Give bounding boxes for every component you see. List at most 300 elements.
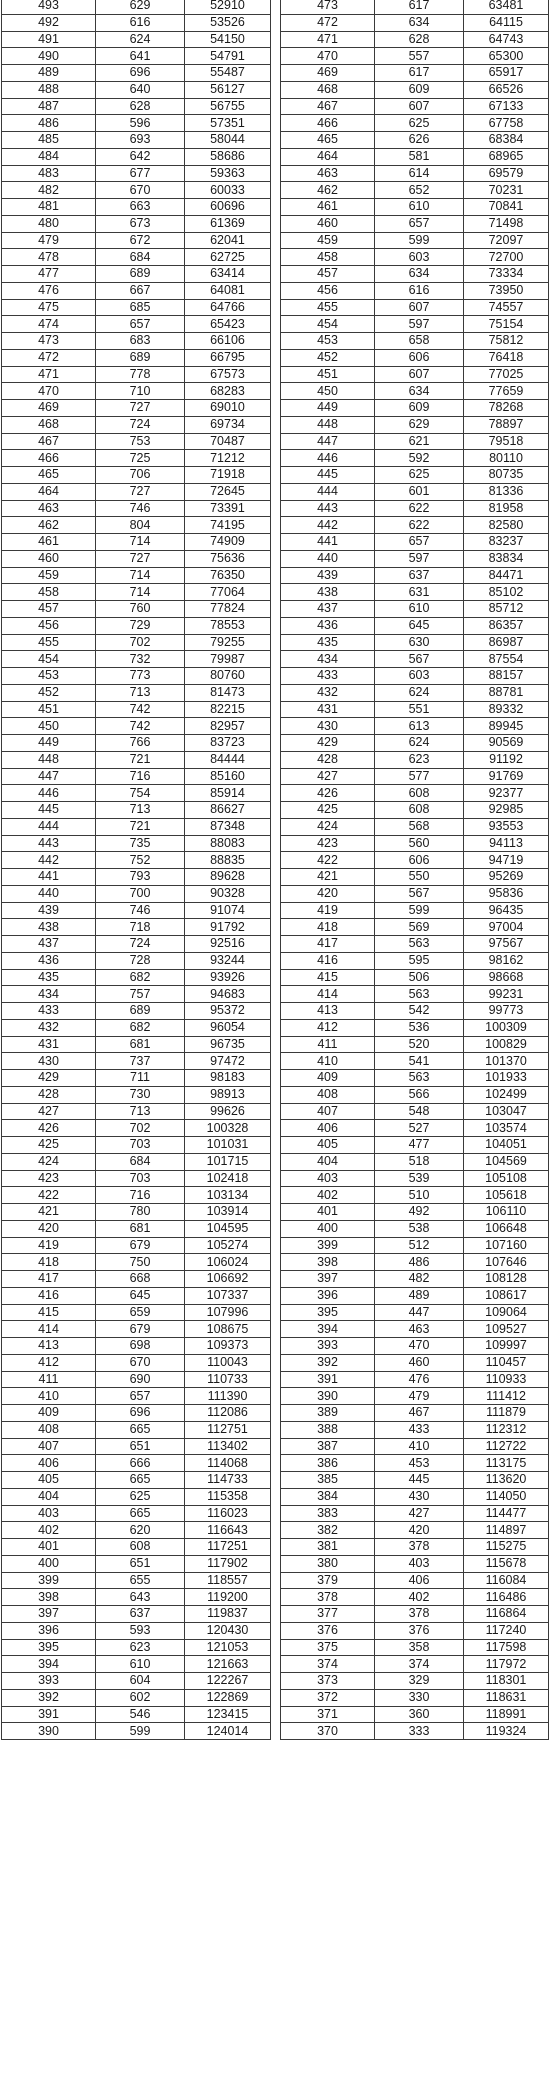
cumulative-cell: 96435 [464, 902, 549, 919]
score-cell: 412 [2, 1354, 96, 1371]
score-cell: 410 [281, 1053, 375, 1070]
table-row [281, 634, 549, 651]
cumulative-cell: 54791 [185, 48, 271, 65]
cumulative-cell: 81958 [464, 500, 549, 517]
score-cell: 471 [2, 366, 96, 383]
cumulative-cell: 95836 [464, 885, 549, 902]
count-cell: 608 [375, 802, 464, 819]
score-cell: 390 [281, 1388, 375, 1405]
cumulative-cell: 81336 [464, 483, 549, 500]
score-cell: 401 [281, 1204, 375, 1221]
score-cell: 433 [281, 668, 375, 685]
cumulative-cell: 104051 [464, 1137, 549, 1154]
cumulative-cell: 112312 [464, 1421, 549, 1438]
score-cell: 449 [281, 400, 375, 417]
count-cell: 527 [375, 1120, 464, 1137]
score-cell: 390 [2, 1723, 96, 1740]
score-cell: 448 [281, 416, 375, 433]
cumulative-cell: 102418 [185, 1170, 271, 1187]
table-row [281, 416, 549, 433]
score-cell: 371 [281, 1706, 375, 1723]
count-cell: 616 [375, 282, 464, 299]
score-cell: 393 [281, 1338, 375, 1355]
table-row [281, 31, 549, 48]
score-cell: 493 [2, 0, 96, 14]
score-cell: 376 [281, 1622, 375, 1639]
table-row [281, 952, 549, 969]
score-cell: 411 [2, 1371, 96, 1388]
table-row [2, 1003, 271, 1020]
count-cell: 657 [375, 215, 464, 232]
table-row [2, 1555, 271, 1572]
score-cell: 444 [281, 483, 375, 500]
table-row [281, 467, 549, 484]
table-row [2, 1019, 271, 1036]
score-cell: 482 [2, 182, 96, 199]
cumulative-cell: 73334 [464, 266, 549, 283]
count-cell: 546 [96, 1706, 185, 1723]
cumulative-cell: 59363 [185, 165, 271, 182]
count-cell: 634 [375, 266, 464, 283]
score-cell: 391 [281, 1371, 375, 1388]
score-cell: 451 [2, 701, 96, 718]
score-cell: 420 [2, 1220, 96, 1237]
count-cell: 592 [375, 450, 464, 467]
count-cell: 609 [375, 81, 464, 98]
table-row [281, 1338, 549, 1355]
score-cell: 388 [281, 1421, 375, 1438]
table-row [2, 1622, 271, 1639]
score-cell: 448 [2, 751, 96, 768]
cumulative-cell: 93244 [185, 952, 271, 969]
score-cell: 440 [281, 550, 375, 567]
score-cell: 418 [281, 919, 375, 936]
table-row [2, 1539, 271, 1556]
score-cell: 406 [281, 1120, 375, 1137]
count-cell: 637 [96, 1606, 185, 1623]
count-cell: 607 [375, 299, 464, 316]
count-cell: 752 [96, 852, 185, 869]
table-row [281, 517, 549, 534]
score-cell: 476 [2, 282, 96, 299]
score-cell: 416 [2, 1287, 96, 1304]
cumulative-cell: 94719 [464, 852, 549, 869]
count-cell: 593 [96, 1622, 185, 1639]
cumulative-cell: 116643 [185, 1522, 271, 1539]
count-cell: 778 [96, 366, 185, 383]
score-cell: 465 [281, 132, 375, 149]
score-cell: 440 [2, 885, 96, 902]
cumulative-cell: 117902 [185, 1555, 271, 1572]
count-cell: 577 [375, 768, 464, 785]
cumulative-cell: 110933 [464, 1371, 549, 1388]
score-cell: 431 [2, 1036, 96, 1053]
cumulative-cell: 98162 [464, 952, 549, 969]
score-cell: 402 [281, 1187, 375, 1204]
table-row [281, 735, 549, 752]
count-cell: 512 [375, 1237, 464, 1254]
score-cell: 456 [2, 617, 96, 634]
table-row [281, 383, 549, 400]
score-cell: 413 [2, 1338, 96, 1355]
score-cell: 394 [2, 1656, 96, 1673]
score-cell: 487 [2, 98, 96, 115]
score-cell: 407 [281, 1103, 375, 1120]
score-cell: 401 [2, 1539, 96, 1556]
cumulative-cell: 105274 [185, 1237, 271, 1254]
count-cell: 610 [375, 199, 464, 216]
score-cell: 383 [281, 1505, 375, 1522]
score-cell: 486 [2, 115, 96, 132]
count-cell: 622 [375, 517, 464, 534]
cumulative-cell: 98913 [185, 1086, 271, 1103]
count-cell: 727 [96, 550, 185, 567]
cumulative-cell: 77659 [464, 383, 549, 400]
cumulative-cell: 92377 [464, 785, 549, 802]
count-cell: 621 [375, 433, 464, 450]
table-row [281, 936, 549, 953]
count-cell: 625 [96, 1488, 185, 1505]
table-row [2, 1589, 271, 1606]
score-cell: 465 [2, 467, 96, 484]
cumulative-cell: 53526 [185, 14, 271, 31]
score-cell: 492 [2, 14, 96, 31]
score-cell: 460 [281, 215, 375, 232]
table-row [2, 969, 271, 986]
count-cell: 629 [96, 0, 185, 14]
count-cell: 657 [96, 1388, 185, 1405]
cumulative-cell: 114733 [185, 1472, 271, 1489]
cumulative-cell: 110733 [185, 1371, 271, 1388]
score-cell: 379 [281, 1572, 375, 1589]
cumulative-cell: 86627 [185, 802, 271, 819]
count-cell: 665 [96, 1505, 185, 1522]
table-row [281, 1488, 549, 1505]
count-cell: 728 [96, 952, 185, 969]
score-cell: 414 [2, 1321, 96, 1338]
cumulative-cell: 105108 [464, 1170, 549, 1187]
cumulative-cell: 67133 [464, 98, 549, 115]
cumulative-cell: 58044 [185, 132, 271, 149]
score-cell: 370 [281, 1723, 375, 1740]
score-cell: 450 [281, 383, 375, 400]
cumulative-cell: 67758 [464, 115, 549, 132]
table-row [281, 1003, 549, 1020]
table-row [2, 349, 271, 366]
score-cell: 463 [281, 165, 375, 182]
table-row [281, 165, 549, 182]
cumulative-cell: 83237 [464, 534, 549, 551]
table-row [281, 1639, 549, 1656]
count-cell: 659 [96, 1304, 185, 1321]
score-table-left-body [2, 0, 271, 1740]
score-cell: 436 [281, 617, 375, 634]
table-row [2, 1488, 271, 1505]
cumulative-cell: 100829 [464, 1036, 549, 1053]
count-cell: 730 [96, 1086, 185, 1103]
count-cell: 608 [96, 1539, 185, 1556]
score-cell: 416 [281, 952, 375, 969]
cumulative-cell: 66526 [464, 81, 549, 98]
cumulative-cell: 98668 [464, 969, 549, 986]
score-cell: 449 [2, 735, 96, 752]
count-cell: 628 [375, 31, 464, 48]
cumulative-cell: 104569 [464, 1153, 549, 1170]
table-row [281, 1689, 549, 1706]
score-cell: 398 [281, 1254, 375, 1271]
count-cell: 406 [375, 1572, 464, 1589]
count-cell: 780 [96, 1204, 185, 1221]
score-cell: 453 [281, 333, 375, 350]
count-cell: 631 [375, 584, 464, 601]
cumulative-cell: 106110 [464, 1204, 549, 1221]
score-cell: 397 [2, 1606, 96, 1623]
cumulative-cell: 114050 [464, 1488, 549, 1505]
table-row [2, 701, 271, 718]
table-row [2, 1522, 271, 1539]
count-cell: 628 [96, 98, 185, 115]
score-cell: 398 [2, 1589, 96, 1606]
cumulative-cell: 88781 [464, 684, 549, 701]
count-cell: 724 [96, 416, 185, 433]
table-row [281, 1220, 549, 1237]
cumulative-cell: 75154 [464, 316, 549, 333]
count-cell: 668 [96, 1271, 185, 1288]
score-cell: 427 [2, 1103, 96, 1120]
cumulative-cell: 103574 [464, 1120, 549, 1137]
count-cell: 622 [375, 500, 464, 517]
cumulative-cell: 55487 [185, 65, 271, 82]
score-cell: 413 [281, 1003, 375, 1020]
score-cell: 421 [281, 869, 375, 886]
score-cell: 405 [281, 1137, 375, 1154]
score-cell: 475 [2, 299, 96, 316]
score-cell: 421 [2, 1204, 96, 1221]
count-cell: 329 [375, 1673, 464, 1690]
table-row [2, 617, 271, 634]
table-row [2, 550, 271, 567]
score-cell: 472 [2, 349, 96, 366]
cumulative-cell: 97472 [185, 1053, 271, 1070]
cumulative-cell: 65300 [464, 48, 549, 65]
cumulative-cell: 114897 [464, 1522, 549, 1539]
score-cell: 478 [2, 249, 96, 266]
count-cell: 463 [375, 1321, 464, 1338]
score-cell: 468 [281, 81, 375, 98]
cumulative-cell: 121663 [185, 1656, 271, 1673]
table-row [281, 299, 549, 316]
score-cell: 393 [2, 1673, 96, 1690]
cumulative-cell: 74195 [185, 517, 271, 534]
score-cell: 481 [2, 199, 96, 216]
count-cell: 714 [96, 584, 185, 601]
table-row [281, 550, 549, 567]
table-row [2, 1137, 271, 1154]
table-row [281, 668, 549, 685]
table-row [281, 366, 549, 383]
score-cell: 469 [281, 65, 375, 82]
score-cell: 408 [281, 1086, 375, 1103]
cumulative-cell: 93553 [464, 818, 549, 835]
count-cell: 506 [375, 969, 464, 986]
score-cell: 403 [2, 1505, 96, 1522]
count-cell: 685 [96, 299, 185, 316]
table-row [281, 1606, 549, 1623]
score-cell: 415 [281, 969, 375, 986]
cumulative-cell: 78553 [185, 617, 271, 634]
cumulative-cell: 88083 [185, 835, 271, 852]
table-row [2, 1723, 271, 1740]
count-cell: 613 [375, 718, 464, 735]
score-cell: 391 [2, 1706, 96, 1723]
score-cell: 456 [281, 282, 375, 299]
count-cell: 718 [96, 919, 185, 936]
count-cell: 374 [375, 1656, 464, 1673]
count-cell: 595 [375, 952, 464, 969]
table-row [2, 986, 271, 1003]
count-cell: 420 [375, 1522, 464, 1539]
table-row [2, 802, 271, 819]
count-cell: 684 [96, 249, 185, 266]
table-row [281, 199, 549, 216]
cumulative-cell: 68965 [464, 148, 549, 165]
table-row [281, 282, 549, 299]
score-cell: 428 [2, 1086, 96, 1103]
cumulative-cell: 64081 [185, 282, 271, 299]
table-row [281, 902, 549, 919]
cumulative-cell: 101933 [464, 1070, 549, 1087]
count-cell: 804 [96, 517, 185, 534]
score-cell: 382 [281, 1522, 375, 1539]
score-cell: 445 [281, 467, 375, 484]
cumulative-cell: 101370 [464, 1053, 549, 1070]
table-row [281, 349, 549, 366]
table-row [2, 500, 271, 517]
table-row [2, 1220, 271, 1237]
score-cell: 488 [2, 81, 96, 98]
table-row [2, 1187, 271, 1204]
table-row [2, 1036, 271, 1053]
score-cell: 423 [2, 1170, 96, 1187]
cumulative-cell: 57351 [185, 115, 271, 132]
count-cell: 482 [375, 1271, 464, 1288]
score-cell: 445 [2, 802, 96, 819]
score-cell: 389 [281, 1405, 375, 1422]
score-cell: 400 [2, 1555, 96, 1572]
count-cell: 714 [96, 534, 185, 551]
table-row [281, 1170, 549, 1187]
score-cell: 380 [281, 1555, 375, 1572]
cumulative-cell: 95269 [464, 869, 549, 886]
cumulative-cell: 92985 [464, 802, 549, 819]
count-cell: 626 [375, 132, 464, 149]
count-cell: 698 [96, 1338, 185, 1355]
score-cell: 425 [281, 802, 375, 819]
count-cell: 479 [375, 1388, 464, 1405]
cumulative-cell: 113620 [464, 1472, 549, 1489]
cumulative-cell: 96735 [185, 1036, 271, 1053]
count-cell: 609 [375, 400, 464, 417]
cumulative-cell: 87554 [464, 651, 549, 668]
count-cell: 581 [375, 148, 464, 165]
count-cell: 713 [96, 802, 185, 819]
table-row [281, 1388, 549, 1405]
count-cell: 645 [375, 617, 464, 634]
score-cell: 411 [281, 1036, 375, 1053]
cumulative-cell: 122267 [185, 1673, 271, 1690]
table-row [281, 1053, 549, 1070]
table-row [281, 885, 549, 902]
cumulative-cell: 71212 [185, 450, 271, 467]
table-row [281, 768, 549, 785]
cumulative-cell: 72645 [185, 483, 271, 500]
table-row [2, 785, 271, 802]
count-cell: 673 [96, 215, 185, 232]
cumulative-cell: 111412 [464, 1388, 549, 1405]
count-cell: 563 [375, 936, 464, 953]
cumulative-cell: 109064 [464, 1304, 549, 1321]
cumulative-cell: 103047 [464, 1103, 549, 1120]
score-cell: 468 [2, 416, 96, 433]
count-cell: 476 [375, 1371, 464, 1388]
cumulative-cell: 80735 [464, 467, 549, 484]
count-cell: 470 [375, 1338, 464, 1355]
table-row [2, 14, 271, 31]
table-row [281, 684, 549, 701]
score-cell: 423 [281, 835, 375, 852]
table-row [281, 969, 549, 986]
count-cell: 689 [96, 349, 185, 366]
table-row [2, 165, 271, 182]
score-cell: 473 [2, 333, 96, 350]
table-row [281, 333, 549, 350]
table-row [281, 433, 549, 450]
score-cell: 467 [2, 433, 96, 450]
count-cell: 681 [96, 1220, 185, 1237]
cumulative-cell: 99773 [464, 1003, 549, 1020]
count-cell: 617 [375, 65, 464, 82]
cumulative-cell: 109527 [464, 1321, 549, 1338]
score-cell: 422 [2, 1187, 96, 1204]
count-cell: 721 [96, 751, 185, 768]
cumulative-cell: 107337 [185, 1287, 271, 1304]
cumulative-cell: 80760 [185, 668, 271, 685]
table-row [281, 1656, 549, 1673]
score-cell: 429 [281, 735, 375, 752]
score-cell: 462 [2, 517, 96, 534]
score-cell: 474 [2, 316, 96, 333]
score-cell: 409 [281, 1070, 375, 1087]
score-cell: 459 [2, 567, 96, 584]
count-cell: 634 [375, 383, 464, 400]
count-cell: 630 [375, 634, 464, 651]
count-cell: 486 [375, 1254, 464, 1271]
count-cell: 696 [96, 1405, 185, 1422]
score-cell: 400 [281, 1220, 375, 1237]
count-cell: 667 [96, 282, 185, 299]
cumulative-cell: 117972 [464, 1656, 549, 1673]
cumulative-cell: 83834 [464, 550, 549, 567]
cumulative-cell: 64766 [185, 299, 271, 316]
table-row [2, 467, 271, 484]
count-cell: 721 [96, 818, 185, 835]
table-row [2, 1120, 271, 1137]
count-cell: 727 [96, 400, 185, 417]
cumulative-cell: 60033 [185, 182, 271, 199]
table-row [281, 1522, 549, 1539]
table-row [281, 567, 549, 584]
cumulative-cell: 85914 [185, 785, 271, 802]
